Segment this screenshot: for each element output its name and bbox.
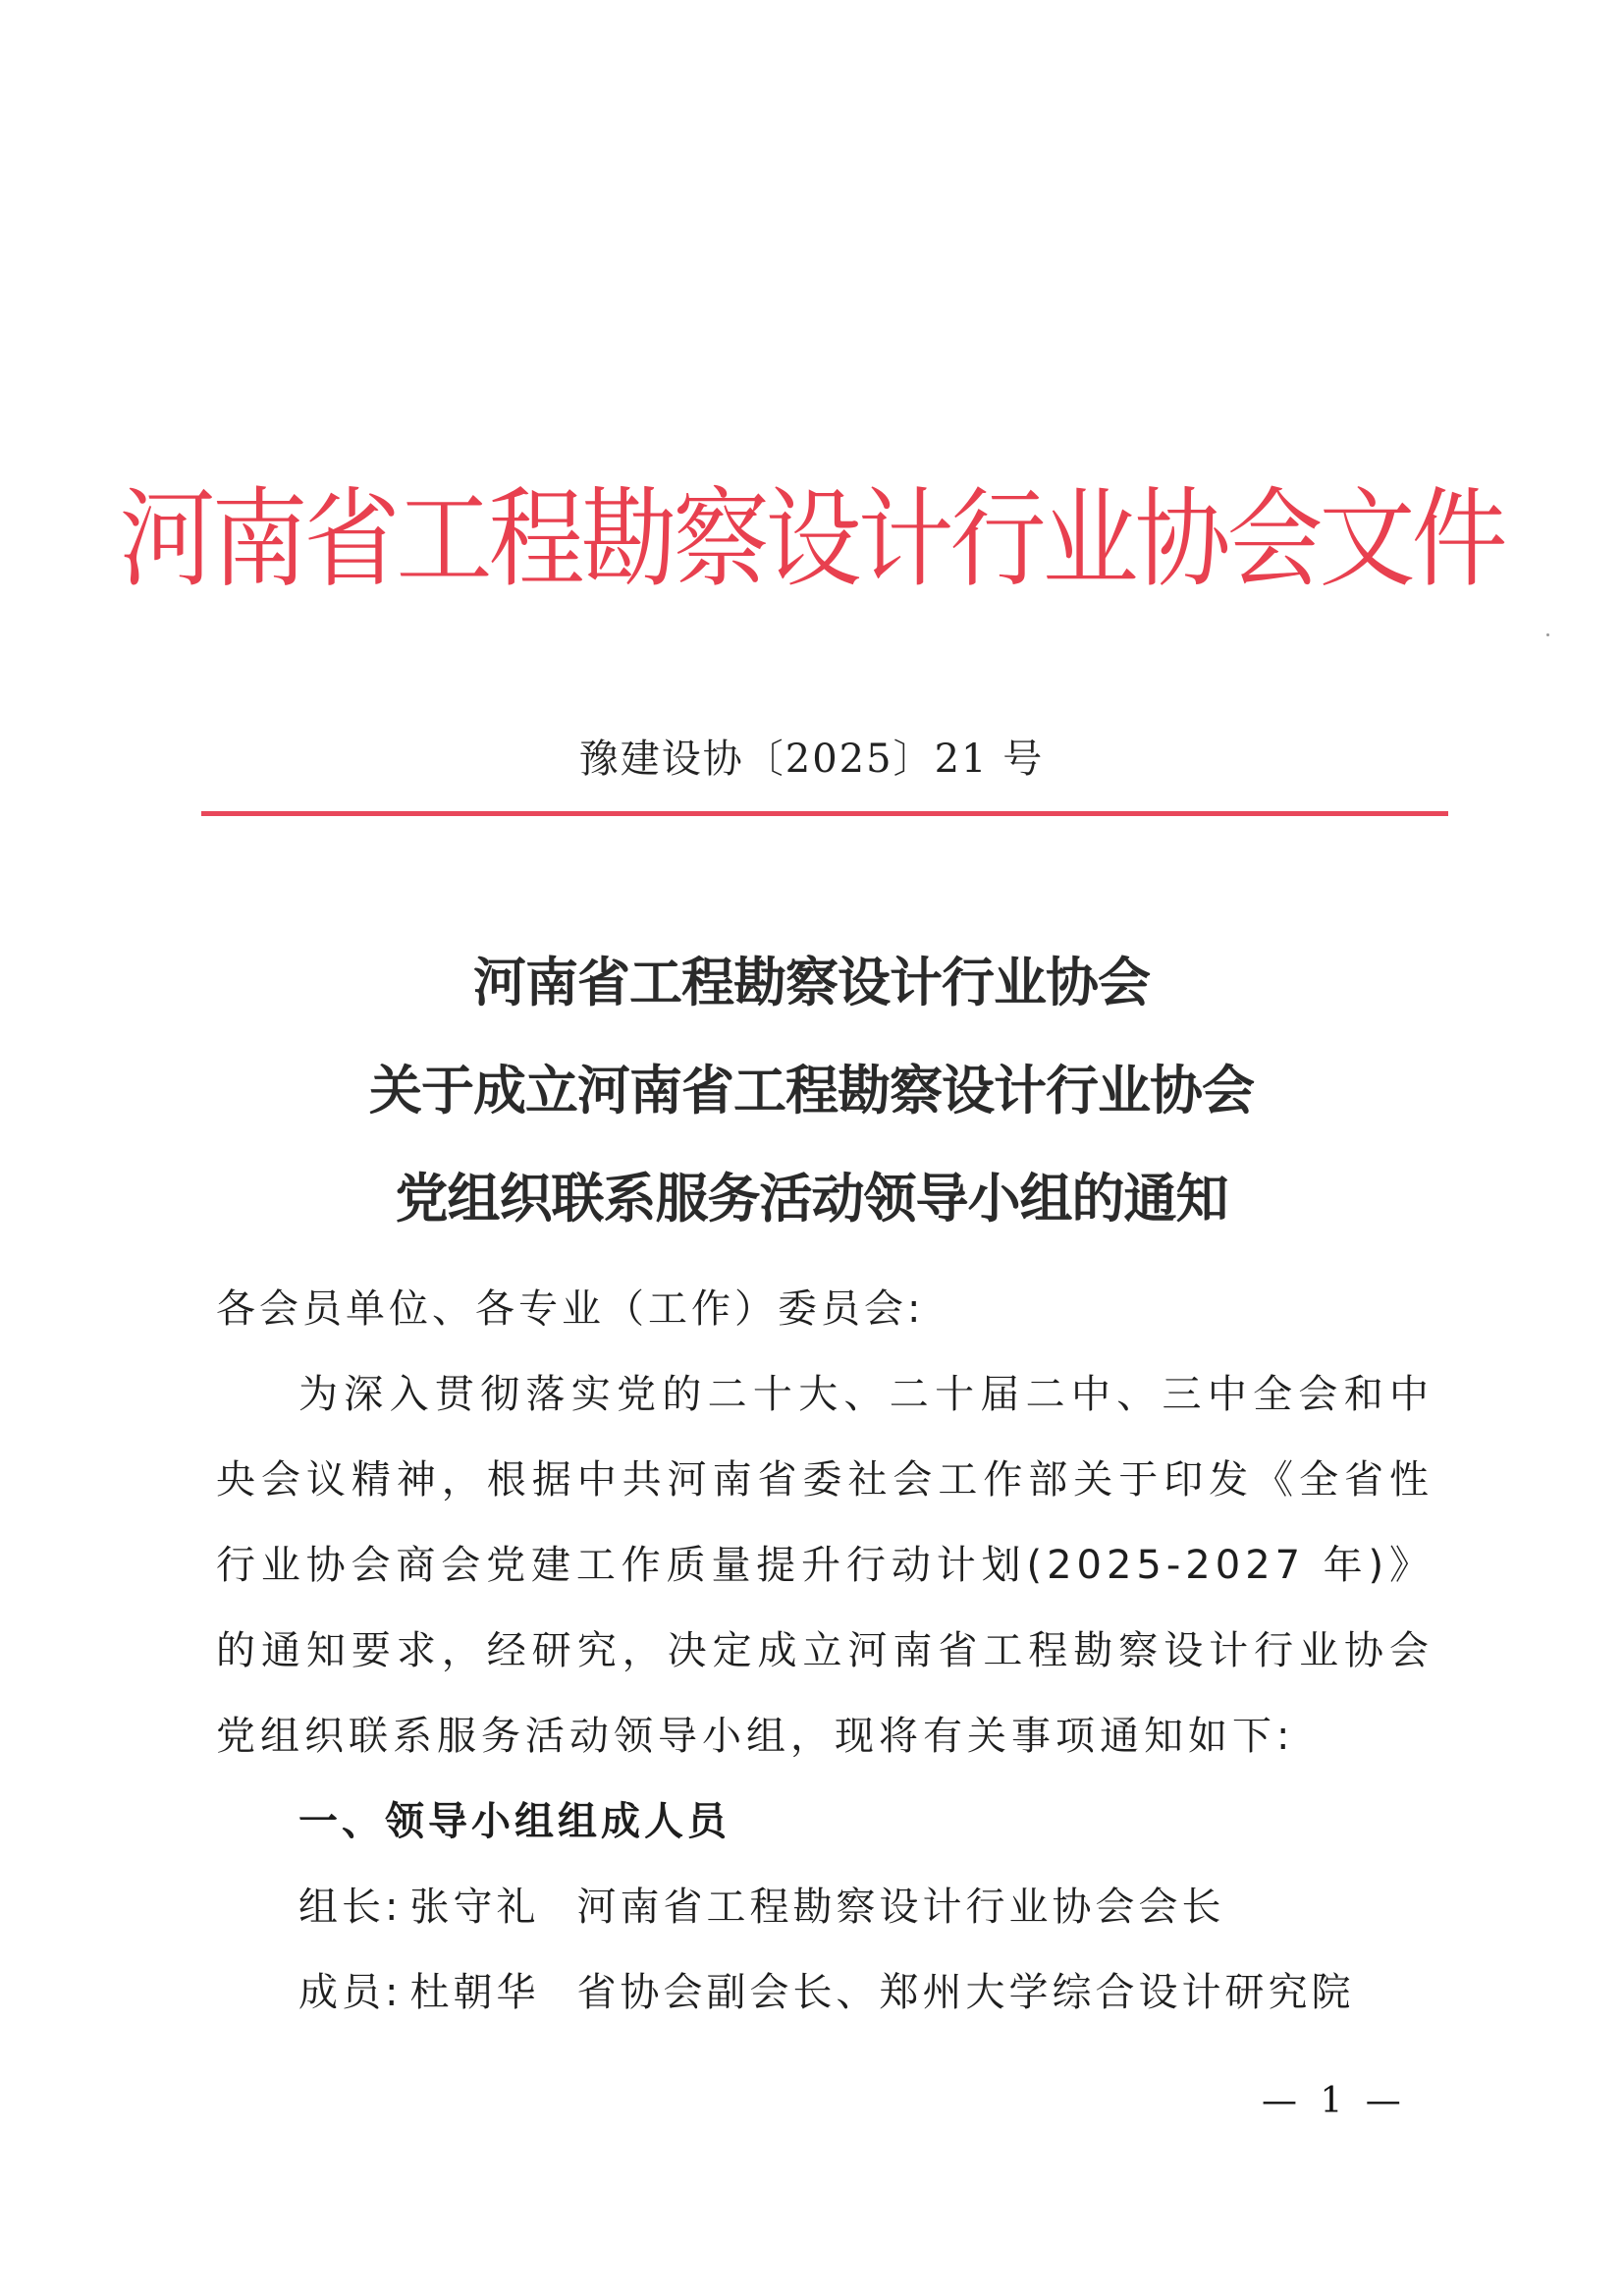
red-divider-rule <box>201 811 1448 816</box>
title-line-2: 关于成立河南省工程勘察设计行业协会 <box>369 1059 1254 1121</box>
masthead-title: 河南省工程勘察设计行业协会文件 <box>119 477 1504 603</box>
title-line-1: 河南省工程勘察设计行业协会 <box>473 951 1150 1013</box>
member-role: 组长: <box>298 1885 403 1930</box>
member-row-member <box>216 1950 1434 2036</box>
title-line-3: 党组织联系服务活动领导小组的通知 <box>395 1167 1228 1230</box>
member-title: 河南省工程勘察设计行业协会会长 <box>576 1885 1225 1930</box>
page-number: — 1 — <box>1262 2081 1407 2121</box>
scan-artifact <box>1546 633 1549 636</box>
member-role: 成员: <box>298 1970 403 2015</box>
member-name: 杜朝华 <box>409 1970 540 2015</box>
member-name: 张守礼 <box>409 1885 540 1930</box>
document-body <box>216 1267 1434 2036</box>
body-paragraph-1: 为深入贯彻落实党的二十大、二十届二中、三中全会和中央会议精神，根据中共河南省委社会工作部关于印发《全省性行业协会商会党建工作质量提升行动计划(2025-2027 年)》的通知要求，经研究，决定成立河南省工程勘察设计行业协会党组织联系服务活动领导小组，现将有关事项通知如下: <box>216 1372 1434 1759</box>
member-title: 省协会副会长、郑州大学综合设计研究院 <box>576 1970 1355 2015</box>
section-heading-1: 一、领导小组组成人员 <box>298 1799 730 1844</box>
member-row-leader <box>216 1865 1434 1950</box>
salutation: 各会员单位、各专业（工作）委员会: <box>216 1286 925 1332</box>
document-number: 豫建设协〔2025〕21 号 <box>578 737 1045 782</box>
notice-title <box>0 928 1623 1252</box>
